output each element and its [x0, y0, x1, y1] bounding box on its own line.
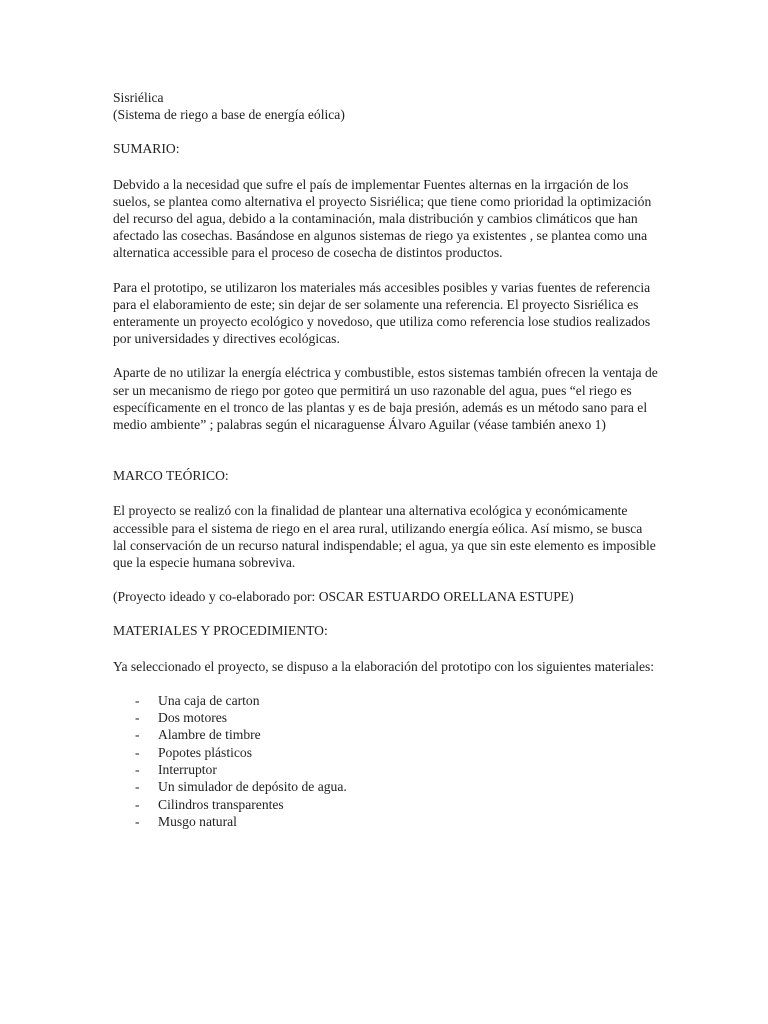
materiales-intro: Ya seleccionado el proyecto, se dispuso a la elaboración del prototipo con los siguientes materiales: — [113, 658, 655, 674]
list-item-text: Musgo natural — [158, 813, 237, 829]
sumario-paragraph-2: Para el prototipo, se utilizaron los materiales más accesibles posibles y varias fuentes de referencia para el elaboramiento de este; sin dejar de ser solamente una referencia. El proyecto Sisriélica es enteramente un proyecto ecológico y novedoso, que utiliza como referencia lose studios realizados por universidades y directives ecológicas. — [113, 279, 651, 347]
list-bullet: - — [135, 796, 140, 812]
list-bullet: - — [135, 727, 140, 743]
list-item-text: Interruptor — [158, 762, 217, 778]
list-item — [113, 761, 658, 778]
sumario-paragraph-3: Aparte de no utilizar la energía eléctrica y combustible, estos sistemas también ofrecen la ventaja de ser un mecanismo de riego por goteo que permitirá un uso razonable del agua, pues “el riego es específicamente en el tronco de las plantas y es de baja presión, además es un método sano para el medio ambiente” ; palabras según el nicaraguense Álvaro Aguilar (véase también anexo 1) — [113, 365, 658, 433]
list-item-text: Cilindros transparentes — [158, 796, 284, 812]
marco-credit-line: (Proyecto ideado y co-elaborado por: OSCAR ESTUARDO ORELLANA ESTUPE) — [113, 589, 574, 605]
list-bullet: - — [135, 744, 140, 760]
document-subtitle: (Sistema de riego a base de energía eólica) — [113, 107, 345, 123]
list-bullet: - — [135, 692, 140, 708]
list-item — [113, 692, 658, 709]
list-item — [113, 744, 658, 761]
list-item — [113, 796, 658, 813]
list-item — [113, 726, 658, 743]
list-item-text: Alambre de timbre — [158, 727, 261, 743]
section-heading-marco-teorico: MARCO TEÓRICO: — [113, 468, 229, 484]
list-bullet: - — [135, 779, 140, 795]
section-heading-sumario: SUMARIO: — [113, 141, 180, 157]
section-heading-materiales: MATERIALES Y PROCEDIMIENTO: — [113, 623, 328, 639]
list-item-text: Un simulador de depósito de agua. — [158, 779, 347, 795]
list-bullet: - — [135, 813, 140, 829]
list-item-text: Una caja de carton — [158, 692, 260, 708]
list-bullet: - — [135, 762, 140, 778]
materials-list — [113, 692, 658, 830]
document-page — [113, 89, 658, 830]
list-item — [113, 778, 658, 795]
sumario-paragraph-1: Debvido a la necesidad que sufre el país de implementar Fuentes alternas en la irrgación de los suelos, se plantea como alternativa el proyecto Sisriélica; que tiene como prioridad la optimización del recurso del agua, debido a la contaminación, mala distribución y cambios climáticos que han afectado las cosechas. Basándose en algunos sistemas de riego ya existentes , se plantea como una alternatica accessible para el proceso de cosecha de distintos productos. — [113, 176, 652, 261]
list-item-text: Dos motores — [158, 710, 228, 726]
list-bullet: - — [135, 710, 140, 726]
list-item — [113, 813, 658, 830]
list-item-text: Popotes plásticos — [158, 744, 253, 760]
marco-paragraph-1: El proyecto se realizó con la finalidad de plantear una alternativa ecológica y económicamente accessible para el sistema de riego en el area rural, utilizando energía eólica. Así mismo, se busca lal conservación de un recurso natural indispendable; el agua, ya que sin este elemento es imposible que la especie humana sobreviva. — [113, 503, 656, 571]
document-title: Sisriélica — [113, 90, 164, 105]
list-item — [113, 709, 658, 726]
